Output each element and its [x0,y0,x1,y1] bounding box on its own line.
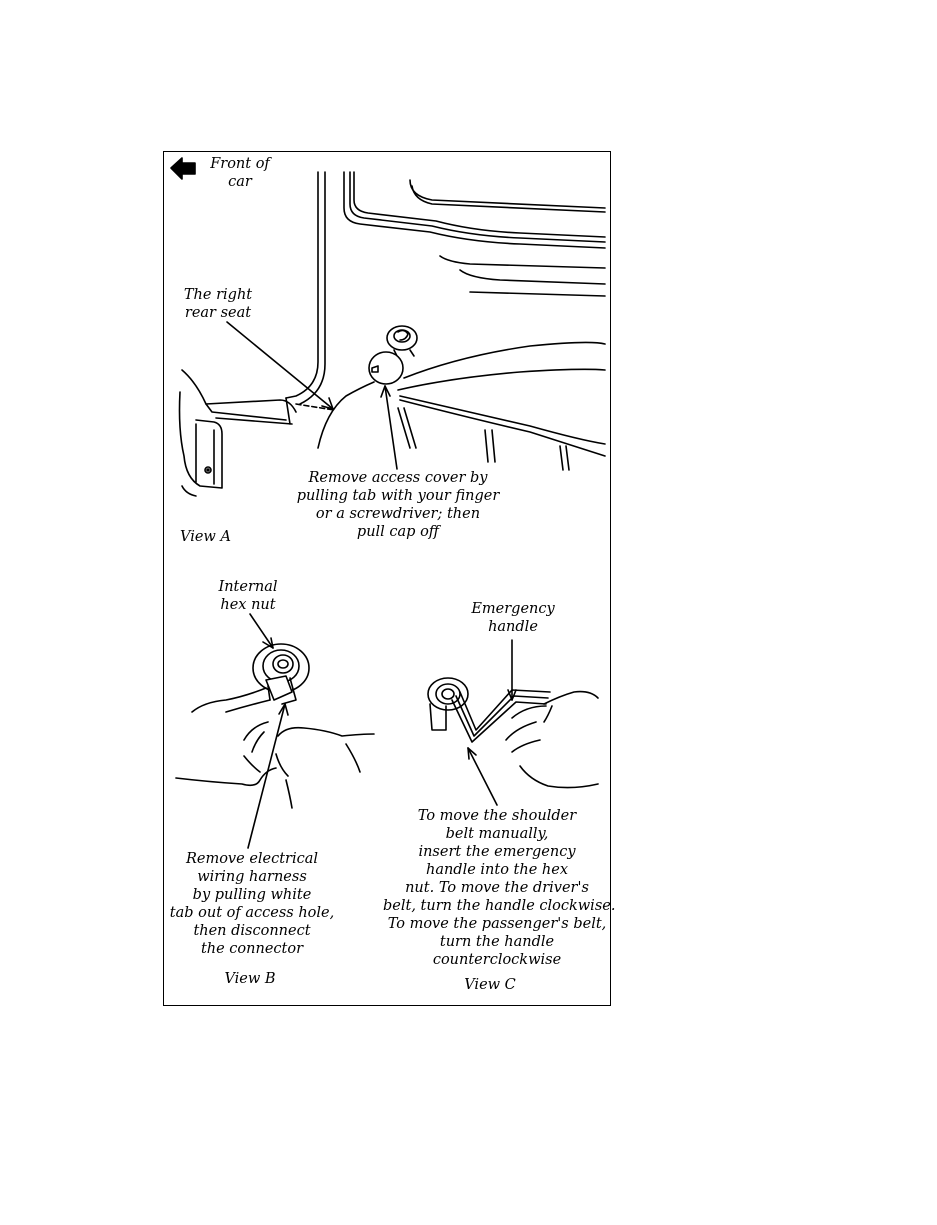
label-line: tab out of access hole, [169,905,335,921]
label-line: wiring harness [197,869,307,885]
label-line: then disconnect [193,923,311,939]
emergency-handle-label [463,600,563,636]
view-c-label: View C [464,977,516,993]
view-a-label: View A [180,529,231,545]
access-cover-label [288,469,508,541]
label-line: To move the passenger's belt, [387,916,607,932]
shoulder-belt-label [383,807,616,969]
label-line: the connector [200,941,304,957]
harness-label [168,850,336,958]
view-b-label: View B [224,971,276,987]
label-line: or a screwdriver; then [315,506,481,522]
label-line: pulling tab with your finger [296,488,500,504]
label-line: car [228,174,252,190]
rear-seat-label [170,286,266,322]
label-line: pull cap off [356,524,440,540]
label-line: belt manually, [445,826,549,842]
label-line: nut. To move the driver's [405,880,589,896]
label-line: handle into the hex [425,862,569,878]
front-of-car-label [200,155,280,191]
label-line: rear seat [184,305,252,321]
view-c-drawing [428,640,598,805]
label-line: Remove electrical [185,851,319,867]
hex-nut-label [200,578,296,614]
label-line: Internal [218,579,278,595]
label-line: Emergency [471,601,555,617]
label-line: hex nut [220,597,276,613]
label-line: turn the handle [439,934,555,950]
label-line: Front of [210,156,270,172]
label-line: handle [488,619,538,635]
view-b-drawing [176,614,374,848]
label-line: belt, turn the handle clockwise. [383,898,616,914]
front-arrow-icon [171,158,195,179]
label-line: Remove access cover by [308,470,488,486]
view-a-drawing [180,172,606,496]
label-line: insert the emergency [418,844,576,860]
label-line: counterclockwise [432,952,562,968]
label-line: The right [183,287,253,303]
label-line: by pulling white [192,887,312,903]
label-line: To move the shoulder [417,808,577,824]
